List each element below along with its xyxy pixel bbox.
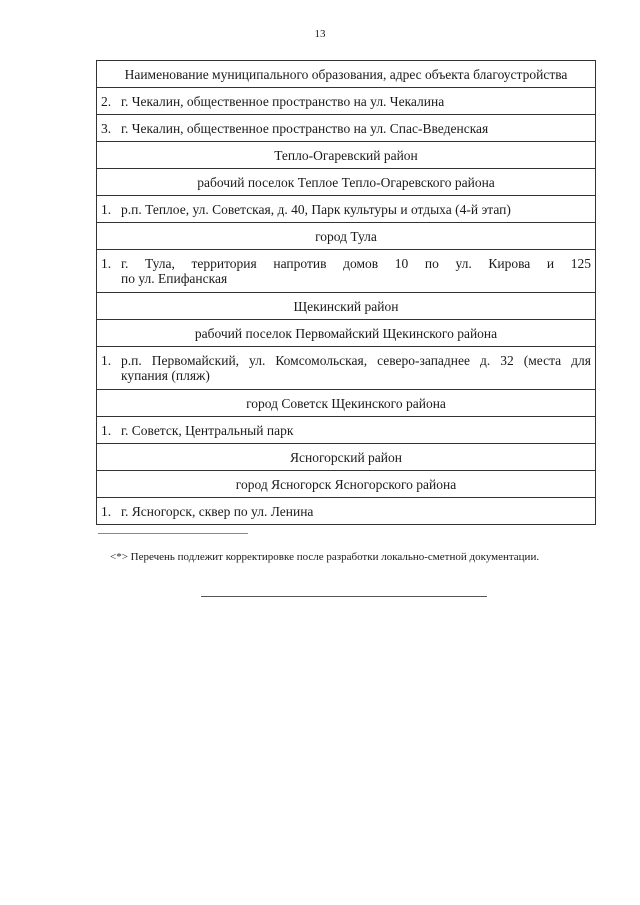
table-row — [97, 250, 596, 293]
footnote: <*> Перечень подлежит корректировке после разработки локально-сметной документации. — [110, 551, 540, 563]
table-row — [97, 196, 596, 223]
item-text-line: г. Тула, территория напротив домов 10 по ул. Кирова и 125 — [121, 256, 591, 271]
district-heading: Щекинский район — [97, 293, 596, 320]
table-row — [97, 498, 596, 525]
footnote-divider — [98, 533, 248, 534]
item-text: г. Советск, Центральный парк — [121, 422, 294, 438]
item-text-line: р.п. Первомайский, ул. Комсомольская, северо-западнее д. 32 (места для — [121, 353, 591, 368]
item-text — [121, 256, 591, 286]
item-number: 1. — [101, 422, 112, 438]
district-heading: Ясногорский район — [97, 444, 596, 471]
item-number: 2. — [101, 93, 112, 109]
page-number: 13 — [314, 28, 326, 40]
item-text: г. Чекалин, общественное пространство на ул. Чекалина — [121, 93, 445, 109]
table-row — [97, 347, 596, 390]
item-number: 1. — [101, 353, 112, 368]
item-text: р.п. Теплое, ул. Советская, д. 40, Парк культуры и отдыха (4-й этап) — [121, 201, 511, 217]
settlement-heading: город Тула — [97, 223, 596, 250]
settlement-heading: город Советск Щекинского района — [97, 390, 596, 417]
table-row — [97, 115, 596, 142]
item-text-line: купания (пляж) — [121, 368, 210, 383]
table-row — [97, 417, 596, 444]
item-text-line: по ул. Епифанская — [121, 271, 228, 286]
item-number: 1. — [101, 201, 112, 217]
table-header: Наименование муниципального образования, адрес объекта благоустройства — [97, 61, 596, 88]
item-number: 1. — [101, 503, 112, 519]
item-text: г. Ясногорск, сквер по ул. Ленина — [121, 503, 314, 519]
settlement-heading: рабочий поселок Теплое Тепло-Огаревского района — [97, 169, 596, 196]
settlement-heading: город Ясногорск Ясногорского района — [97, 471, 596, 498]
table-row — [97, 88, 596, 115]
objects-table — [96, 60, 596, 525]
item-number: 3. — [101, 120, 112, 136]
district-heading: Тепло-Огаревский район — [97, 142, 596, 169]
item-number: 1. — [101, 256, 112, 271]
item-text: г. Чекалин, общественное пространство на ул. Спас-Введенская — [121, 120, 489, 136]
item-text — [121, 353, 591, 383]
end-rule — [201, 596, 487, 597]
settlement-heading: рабочий поселок Первомайский Щекинского района — [97, 320, 596, 347]
